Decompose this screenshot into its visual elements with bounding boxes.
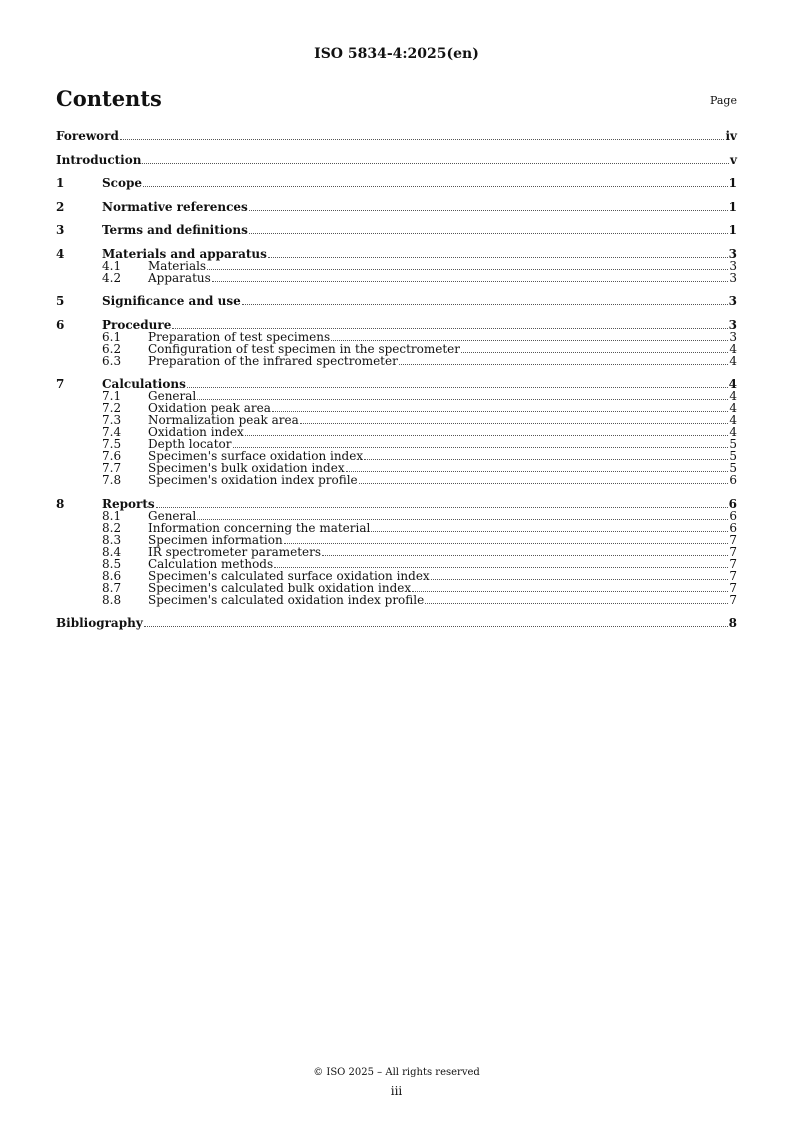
toc-entry-number: 8 [56, 496, 65, 511]
toc-entry-page: 5 [729, 437, 737, 451]
toc-subentry[interactable] [56, 546, 737, 558]
toc-entry-page: 7 [729, 568, 737, 583]
toc-entry-page: 4 [728, 377, 737, 391]
toc-entry-page: 5 [729, 461, 737, 475]
toc-entry-number: 7.4 [102, 425, 122, 439]
dot-leader [249, 224, 728, 234]
document-id-header: ISO 5834-4:2025(en) [314, 46, 479, 62]
toc-entry-number: 1 [56, 176, 65, 190]
toc-entry-number: 6.1 [102, 329, 122, 344]
dot-leader [197, 390, 728, 400]
toc-entry-title: Information concerning the material [148, 520, 371, 535]
dot-leader [242, 295, 728, 305]
toc-entry-number: 4 [56, 246, 65, 261]
toc-entry-title: Depth locator [148, 437, 232, 451]
toc-subentry[interactable] [56, 570, 737, 582]
toc-entry-page: 6 [729, 508, 737, 523]
dot-leader [412, 582, 728, 592]
toc-entry-title: Configuration of test specimen in the spectrometer [148, 341, 461, 356]
dot-leader [144, 617, 728, 627]
toc-entry-page: 4 [729, 389, 737, 403]
dot-leader [425, 594, 728, 604]
dot-leader [346, 462, 729, 472]
toc-entry-number: 7.5 [102, 437, 122, 451]
toc-entry-page: 4 [729, 353, 737, 368]
toc-entry-title: Normalization peak area [148, 413, 299, 427]
dot-leader [272, 402, 728, 412]
toc-entry[interactable] [56, 248, 737, 260]
toc-entry-title: Preparation of test specimens [148, 329, 331, 344]
toc-entry-page: 4 [729, 341, 737, 356]
dot-leader [300, 414, 729, 424]
toc-entry-number: 4.1 [102, 258, 122, 273]
toc-entry-title: Specimen information [148, 532, 283, 547]
toc-subentry[interactable] [56, 272, 737, 284]
toc-entry-page: 5 [729, 449, 737, 463]
toc-entry-page: 8 [728, 616, 737, 630]
toc-entry-title: Apparatus [148, 270, 211, 285]
dot-leader [212, 272, 729, 282]
toc-entry-title: Specimen's calculated bulk oxidation index [148, 580, 412, 595]
toc-entry-number: 7 [56, 377, 65, 391]
toc-entry-title: Significance and use [102, 294, 241, 308]
toc-entry-title: General [148, 508, 197, 523]
dot-leader [461, 343, 728, 353]
toc-entry-page: 7 [729, 592, 737, 607]
toc-entry[interactable] [56, 498, 737, 510]
dot-leader [207, 260, 728, 270]
toc-entry-number: 6.3 [102, 353, 122, 368]
dot-leader [156, 498, 728, 508]
dot-leader [143, 177, 728, 187]
toc-entry[interactable] [56, 130, 737, 142]
dot-leader [399, 355, 729, 365]
toc-entry[interactable] [56, 201, 737, 213]
toc-entry-number: 6.2 [102, 341, 122, 356]
dot-leader [245, 426, 729, 436]
toc-subentry[interactable] [56, 534, 737, 546]
dot-leader [284, 534, 729, 544]
toc-entry-page: 3 [728, 294, 737, 308]
page-column-label: Page [709, 94, 737, 107]
dot-leader [233, 438, 729, 448]
toc-entry-page: 6 [729, 520, 737, 535]
toc-entry-number: 7.1 [102, 389, 122, 403]
toc-entry[interactable] [56, 295, 737, 307]
toc-entry-page: 7 [729, 556, 737, 571]
toc-entry-page: 3 [729, 329, 737, 344]
toc-entry-page: iv [725, 129, 737, 143]
toc-entry-page: 4 [729, 413, 737, 427]
toc-entry-number: 3 [56, 223, 65, 237]
toc-entry-number: 6 [56, 317, 65, 332]
toc-entry[interactable] [56, 617, 737, 629]
dot-leader [142, 154, 729, 164]
toc-entry-title: Materials and apparatus [102, 246, 267, 261]
toc-entry-title: Terms and definitions [102, 223, 248, 237]
toc-entry-title: Oxidation peak area [148, 401, 271, 415]
dot-leader [364, 450, 728, 460]
toc-entry-page: 1 [728, 199, 737, 214]
toc-entry-page: 3 [728, 317, 737, 332]
toc-subentry[interactable] [56, 355, 737, 367]
toc-subentry[interactable] [56, 522, 737, 534]
toc-subentry[interactable] [56, 582, 737, 594]
copyright-footer: © ISO 2025 – All rights reserved [313, 1067, 480, 1078]
toc-entry-number: 8.3 [102, 532, 122, 547]
dot-leader [431, 570, 729, 580]
toc-entry-title: IR spectrometer parameters [148, 544, 322, 559]
toc-entry-page: 3 [728, 246, 737, 261]
toc-entry-number: 8.1 [102, 508, 122, 523]
dot-leader [274, 558, 728, 568]
toc-entry-page: 3 [729, 258, 737, 273]
toc-entry-title: General [148, 389, 197, 403]
toc-subentry[interactable] [56, 558, 737, 570]
toc-entry[interactable] [56, 177, 737, 189]
table-of-contents [56, 130, 737, 629]
toc-entry-number: 8.7 [102, 580, 122, 595]
contents-heading [56, 86, 737, 112]
toc-entry-title: Oxidation index [148, 425, 244, 439]
toc-entry-title: Reports [102, 496, 155, 511]
toc-entry-number: 8.6 [102, 568, 122, 583]
toc-entry-number: 8.8 [102, 592, 122, 607]
dot-leader [172, 319, 727, 329]
toc-entry[interactable] [56, 224, 737, 236]
toc-entry-number: 7.3 [102, 413, 122, 427]
dot-leader [187, 378, 728, 388]
toc-entry-page: 7 [729, 532, 737, 547]
toc-subentry[interactable] [56, 594, 737, 606]
dot-leader [120, 130, 725, 140]
dot-leader [197, 510, 728, 520]
toc-entry[interactable] [56, 319, 737, 331]
dot-leader [371, 522, 728, 532]
toc-entry-title: Foreword [56, 129, 119, 143]
toc-entry-number: 7.2 [102, 401, 122, 415]
page-number: iii [390, 1084, 403, 1098]
toc-entry-title: Normative references [102, 199, 248, 214]
toc-subentry[interactable] [56, 510, 737, 522]
toc-entry-page: 1 [728, 176, 737, 190]
dot-leader [249, 201, 728, 211]
toc-entry-title: Specimen's oxidation index profile [148, 473, 358, 487]
dot-leader [331, 331, 728, 341]
dot-leader [322, 546, 728, 556]
toc-subentry[interactable] [56, 260, 737, 272]
toc-entry-page: 3 [729, 270, 737, 285]
toc-entry-page: 1 [728, 223, 737, 237]
toc-entry-number: 8.2 [102, 520, 122, 535]
toc-entry-title: Introduction [56, 152, 142, 167]
toc-subentry[interactable] [56, 331, 737, 343]
toc-entry-title: Specimen's calculated oxidation index profile [148, 592, 425, 607]
toc-entry-number: 5 [56, 294, 65, 308]
toc-entry-number: 7.8 [102, 473, 122, 487]
toc-entry-number: 8.4 [102, 544, 122, 559]
toc-entry-title: Specimen's bulk oxidation index [148, 461, 345, 475]
toc-entry-page: v [730, 152, 737, 167]
toc-entry-page: 7 [729, 580, 737, 595]
toc-entry-title: Preparation of the infrared spectrometer [148, 353, 398, 368]
toc-entry-page: 4 [729, 425, 737, 439]
toc-entry-title: Scope [102, 176, 143, 190]
dot-leader [268, 248, 728, 258]
toc-entry-page: 4 [729, 401, 737, 415]
toc-entry[interactable] [56, 154, 737, 166]
dot-leader [359, 474, 729, 484]
toc-entry-page: 6 [729, 473, 737, 487]
toc-entry-number: 4.2 [102, 270, 122, 285]
contents-title: Contents [56, 86, 162, 111]
toc-entry-title: Calculations [102, 377, 186, 391]
toc-entry-title: Procedure [102, 317, 172, 332]
toc-entry-number: 8.5 [102, 556, 122, 571]
toc-subentry[interactable] [56, 474, 737, 486]
toc-entry-title: Bibliography [56, 616, 143, 630]
toc-entry-title: Calculation methods [148, 556, 274, 571]
toc-entry-title: Specimen's calculated surface oxidation index [148, 568, 430, 583]
toc-entry-page: 6 [728, 496, 737, 511]
toc-entry-number: 2 [56, 199, 65, 214]
toc-entry-page: 7 [729, 544, 737, 559]
toc-entry-number: 7.6 [102, 449, 122, 463]
toc-entry-number: 7.7 [102, 461, 122, 475]
toc-entry-title: Specimen's surface oxidation index [148, 449, 364, 463]
toc-entry-title: Materials [148, 258, 207, 273]
toc-subentry[interactable] [56, 343, 737, 355]
